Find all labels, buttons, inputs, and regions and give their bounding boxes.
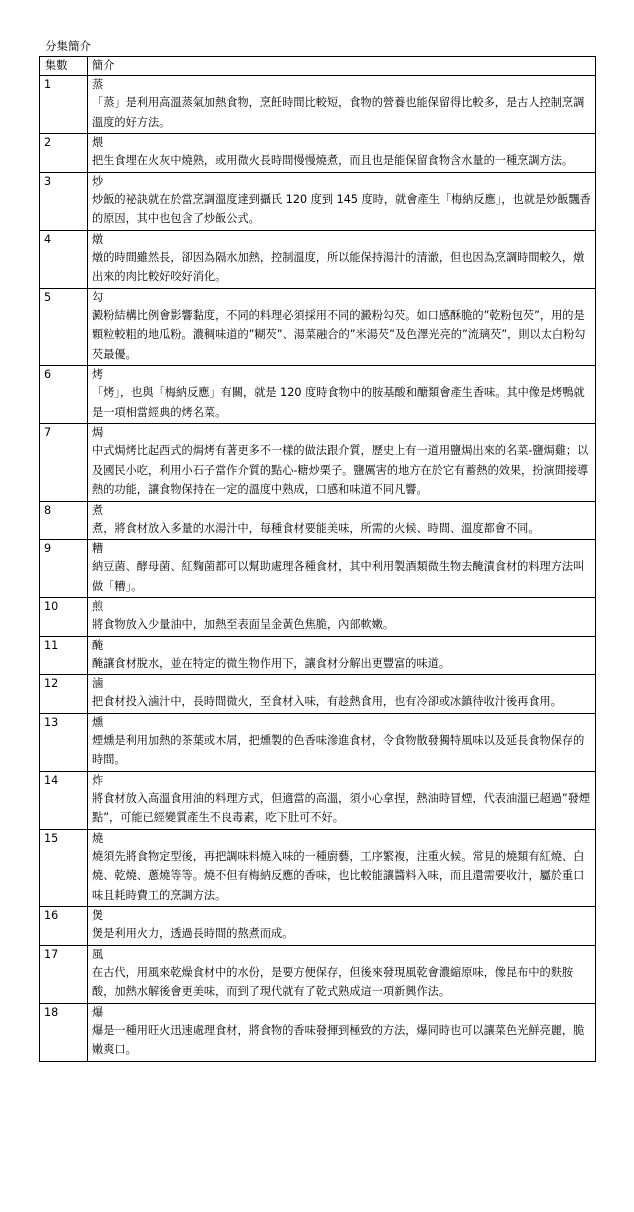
episode-list (40, 76, 596, 1062)
table-row (40, 1003, 596, 1061)
table-row (40, 172, 596, 230)
episode-summary (88, 540, 596, 598)
episode-summary (88, 76, 596, 134)
episode-title: 醃 (92, 638, 104, 652)
table-row (40, 636, 596, 675)
episode-summary (88, 134, 596, 173)
episode-description: 燒須先將食物定型後，再把調味料燒入味的一種廚藝，工序繁複，注重火候。常見的燒類有紅燒、白燒、乾燒、蔥燒等等。燒不但有梅納反應的香味，也比較能讓醬料入味，而且還需要收汁，屬於重口味且耗時費工的烹調方法。 (92, 849, 585, 902)
table-row (40, 230, 596, 288)
episode-description: 炒飯的祕訣就在於當烹調溫度達到攝氏 120 度到 145 度時，就會產生「梅納反應」，也就是炒飯飄香的原因，其中也包含了炒飯公式。 (92, 192, 591, 225)
episode-number: 4 (40, 230, 88, 288)
episode-number: 2 (40, 134, 88, 173)
table-row (40, 501, 596, 540)
table-row (40, 76, 596, 134)
episode-number: 14 (40, 771, 88, 829)
episode-description: 將食物放入少量油中，加熱至表面呈金黃色焦脆，內部軟嫩。 (92, 618, 395, 631)
table-row (40, 945, 596, 1003)
episode-number: 5 (40, 288, 88, 366)
episode-table (39, 56, 596, 1062)
episode-description: 納豆菌、酵母菌、紅麴菌都可以幫助處理各種食材，其中利用製酒類微生物去醃漬食材的料理方法叫做「糟」。 (92, 560, 585, 593)
episode-number: 13 (40, 713, 88, 771)
episode-summary (88, 172, 596, 230)
episode-number: 12 (40, 675, 88, 714)
episode-description: 燉的時間雖然長，卻因為隔水加熱，控制溫度，所以能保持湯汁的清澈，但也因為烹調時間較久，燉出來的肉比較好咬好消化。 (92, 250, 585, 283)
episode-summary (88, 501, 596, 540)
episode-summary (88, 771, 596, 829)
episode-title: 燒 (92, 831, 104, 845)
episode-summary (88, 598, 596, 637)
table-row (40, 771, 596, 829)
table-row (40, 675, 596, 714)
episode-title: 烤 (92, 368, 104, 381)
episode-description: 「蒸」是利用高溫蒸氣加熱食物，烹飪時間比較短，食物的營養也能保留得比較多，是古人控制烹調溫度的好方法。 (92, 96, 585, 129)
table-row (40, 907, 596, 946)
page-heading: 分集簡介 (45, 39, 91, 53)
episode-title: 蒸 (92, 78, 104, 91)
episode-summary (88, 230, 596, 288)
episode-title: 糟 (92, 542, 104, 555)
episode-title: 煎 (92, 600, 104, 613)
episode-summary (88, 288, 596, 366)
episode-title: 燻 (92, 715, 104, 729)
table-header-row (40, 57, 596, 76)
episode-description: 爆是一種用旺火迅速處理食材，將食物的香味發揮到極致的方法，爆同時也可以讓菜色光鮮亮麗，脆嫩爽口。 (92, 1023, 585, 1056)
episode-number: 18 (40, 1003, 88, 1061)
table-row (40, 598, 596, 637)
episode-description: 在古代，用風來乾燥食材中的水份，是要方便保存，但後來發現風乾會濃縮原味，像昆布中的麩胺酸，加熱水解後會更美味，而到了現代就有了乾式熟成這一項新興作法。 (92, 965, 574, 998)
episode-description: 將食材放入高溫食用油的料理方式，但適當的高溫，須小心拿捏，熱油時冒煙，代表油溫已超過”發煙點”，可能已經變質產生不良毒素，吃下肚可不好。 (92, 791, 591, 824)
episode-summary (88, 1003, 596, 1061)
episode-title: 炸 (92, 773, 104, 787)
episode-summary (88, 636, 596, 675)
episode-title: 勾 (92, 290, 104, 304)
episode-description: 把食材投入滷汁中，長時間微火，至食材入味，有趁熱食用，也有冷卻或冰鎮待收汁後再食用。 (92, 695, 562, 708)
episode-summary (88, 713, 596, 771)
episode-title: 燉 (92, 232, 104, 246)
summary-header: 簡介 (88, 57, 596, 76)
table-row (40, 540, 596, 598)
table-row (40, 134, 596, 173)
episode-number: 15 (40, 829, 88, 907)
episode-description: 「烤」，也與「梅納反應」有關，就是 120 度時食物中的胺基酸和醣類會產生香味。其中像是烤鴨就是一項相當經典的烤名菜。 (92, 386, 585, 419)
episode-title: 焗 (92, 426, 104, 439)
episode-summary (88, 829, 596, 907)
table-row (40, 288, 596, 366)
episode-description: 煮，將食材放入多量的水湯汁中，每種食材要能美味，所需的火候、時間、溫度都會不同。 (92, 521, 540, 535)
episode-number-header: 集數 (40, 57, 88, 76)
episode-summary (88, 945, 596, 1003)
episode-description: 澱粉結構比例會影響黏度，不同的料理必須採用不同的澱粉勾芡。如口感酥脆的”乾粉包芡”，用的是顆粒較粗的地瓜粉。濃稠味道的”糊芡”、湯菜融合的”米湯芡”及色澤光亮的”流璃芡”，則以太白粉勾芡最優。 (92, 308, 586, 361)
table-row (40, 713, 596, 771)
episode-summary (88, 424, 596, 502)
table-row (40, 424, 596, 502)
episode-summary (88, 366, 596, 424)
episode-title: 風 (92, 947, 104, 961)
episode-number: 7 (40, 424, 88, 502)
table-row (40, 829, 596, 907)
episode-number: 1 (40, 76, 88, 134)
table-row (40, 366, 596, 424)
episode-title: 滷 (92, 677, 104, 690)
episode-description: 煲是利用火力，透過長時間的熬煮而成。 (92, 927, 294, 940)
episode-number: 17 (40, 945, 88, 1003)
episode-title: 煲 (92, 909, 104, 922)
episode-description: 中式焗烤比起西式的焗烤有著更多不一樣的做法跟介質，歷史上有一道用鹽焗出來的名菜-鹽焗雞；以及國民小吃，利用小石子當作介質的點心-糖炒栗子。鹽厲害的地方在於它有蓄熱的效果，扮演間接導熱的功能，讓食物保持在一定的溫度中熟成，口感和味道不同凡響。 (92, 444, 589, 496)
episode-description: 醃讓食材脫水，並在特定的微生物作用下，讓食材分解出更豐富的味道。 (92, 656, 451, 670)
episode-number: 6 (40, 366, 88, 424)
episode-number: 8 (40, 501, 88, 540)
episode-number: 10 (40, 598, 88, 637)
episode-number: 16 (40, 907, 88, 946)
episode-title: 炒 (92, 174, 104, 188)
episode-summary (88, 907, 596, 946)
episode-description: 煙燻是利用加熱的茶葉或木屑，把燻製的色香味滲進食材，令食物散發獨特風味以及延長食物保存的時間。 (92, 733, 585, 766)
episode-number: 11 (40, 636, 88, 675)
episode-number: 3 (40, 172, 88, 230)
episode-title: 爆 (92, 1005, 104, 1019)
episode-title: 煨 (92, 136, 104, 149)
episode-description: 把生食埋在火灰中燒熟，或用微火長時間慢慢燒煮，而且也是能保留食物含水量的一種烹調方法。 (92, 154, 574, 167)
episode-title: 煮 (92, 503, 104, 517)
episode-summary (88, 675, 596, 714)
episode-number: 9 (40, 540, 88, 598)
